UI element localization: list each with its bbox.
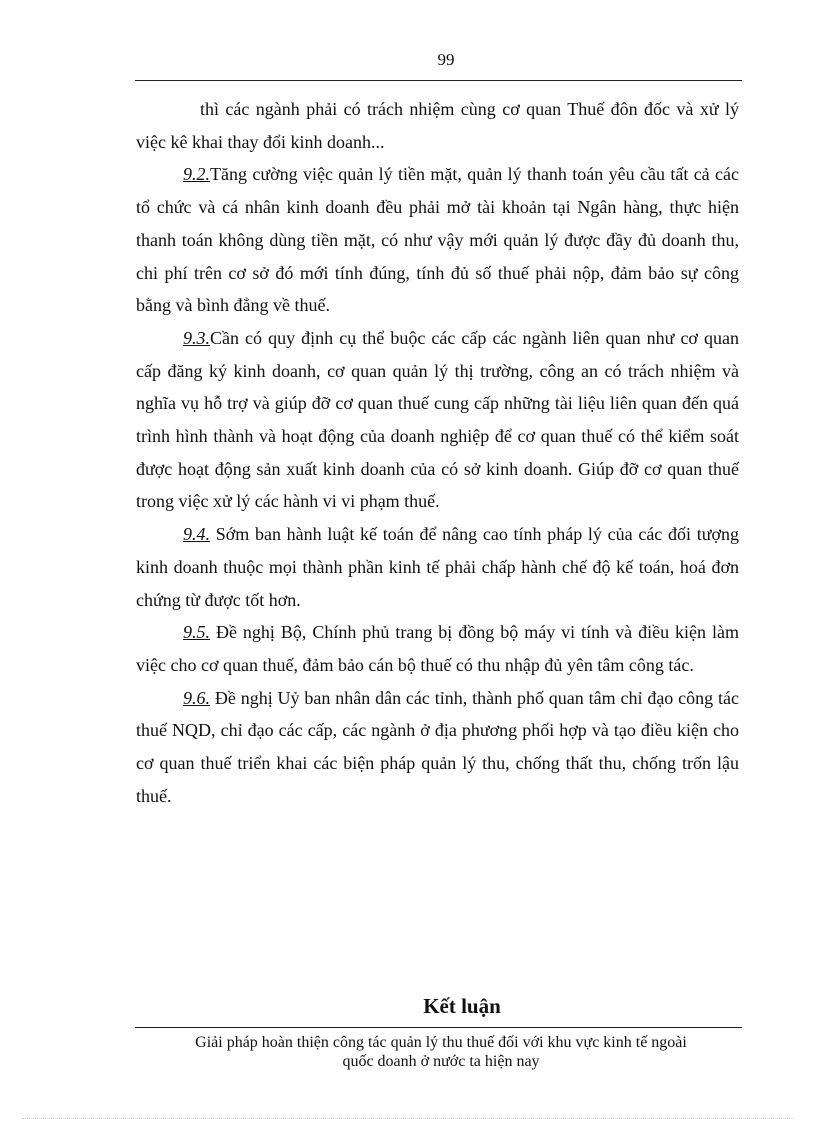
- footer-title: [135, 1033, 747, 1071]
- paragraph-text: Sớm ban hành luật kế toán để nâng cao tính pháp lý của các đối tượng kinh doanh thuộc mọi thành phần kinh tế phải chấp hành chế độ kế toán, hoá đơn chứng từ được tốt hơn.: [136, 524, 739, 610]
- paragraph-9-6: [136, 682, 739, 813]
- item-number: 9.3.: [183, 327, 210, 348]
- paragraph-text: Cần có quy định cụ thể buộc các cấp các ngành liên quan như cơ quan cấp đăng ký kinh doanh, cơ quan quản lý thị trường, công an có trách nhiệm và nghĩa vụ hỗ trợ và giúp đỡ cơ quan thuế cung cấp những tài liệu liên quan đến quá trình hình thành và hoạt động của doanh nghiệp để cơ quan thuế có thể kiểm soát được hoạt động sản xuất kinh doanh của có sở kinh doanh. Giúp đỡ cơ quan thuế trong việc xử lý các hành vi vi phạm thuế.: [136, 327, 739, 512]
- paragraph-9-4: [136, 518, 739, 616]
- item-number: 9.4.: [183, 524, 210, 545]
- paragraph-9-3: [136, 322, 739, 518]
- footer-divider: [135, 1027, 742, 1028]
- paragraph-text: Tăng cường việc quản lý tiền mặt, quản lý thanh toán yêu cầu tất cả các tổ chức và cá nhân kinh doanh đều phải mở tài khoản tại Ngân hàng, thực hiện thanh toán không dùng tiền mặt, có như vậy mới quản lý được đầy đủ doanh thu, chi phí trên cơ sở đó mới tính đúng, tính đủ số thuế phải nộp, đảm bảo sự công bằng và bình đẳng về thuế.: [136, 164, 739, 316]
- page-bottom-border: [22, 1118, 794, 1119]
- footer-line-2: quốc doanh ở nước ta hiện nay: [342, 1053, 540, 1070]
- paragraph-text: Đề nghị Bộ, Chính phủ trang bị đồng bộ máy vi tính và điều kiện làm việc cho cơ quan thuế, đảm bảo cán bộ thuế có thu nhập đủ yên tâm công tác.: [136, 622, 739, 675]
- page-number: 99: [437, 50, 455, 69]
- paragraph-text: Đề nghị Uỷ ban nhân dân các tỉnh, thành phố quan tâm chỉ đạo công tác thuế NQD, chỉ đạo các cấp, các ngành ở địa phương phối hợp và tạo điều kiện cho cơ quan thuế triển khai các biện pháp quản lý thu, chống thất thu, chống trốn lậu thuế.: [136, 687, 739, 806]
- section-heading: Kết luận: [423, 994, 501, 1018]
- item-number: 9.6.: [183, 687, 210, 708]
- footer-line-1: Giải pháp hoàn thiện công tác quản lý thu thuế đối với khu vực kinh tế ngoài: [195, 1034, 687, 1051]
- paragraph-9-2: [136, 158, 739, 322]
- paragraph-continuation: [136, 93, 739, 158]
- paragraph-9-5: [136, 616, 739, 681]
- header-divider: [135, 80, 742, 81]
- item-number: 9.5.: [183, 622, 210, 643]
- paragraph-text: thì các ngành phải có trách nhiệm cùng cơ quan Thuế đôn đốc và xử lý việc kê khai thay đổi kinh doanh...: [136, 99, 739, 152]
- document-body: [136, 93, 739, 812]
- item-number: 9.2.: [183, 164, 210, 185]
